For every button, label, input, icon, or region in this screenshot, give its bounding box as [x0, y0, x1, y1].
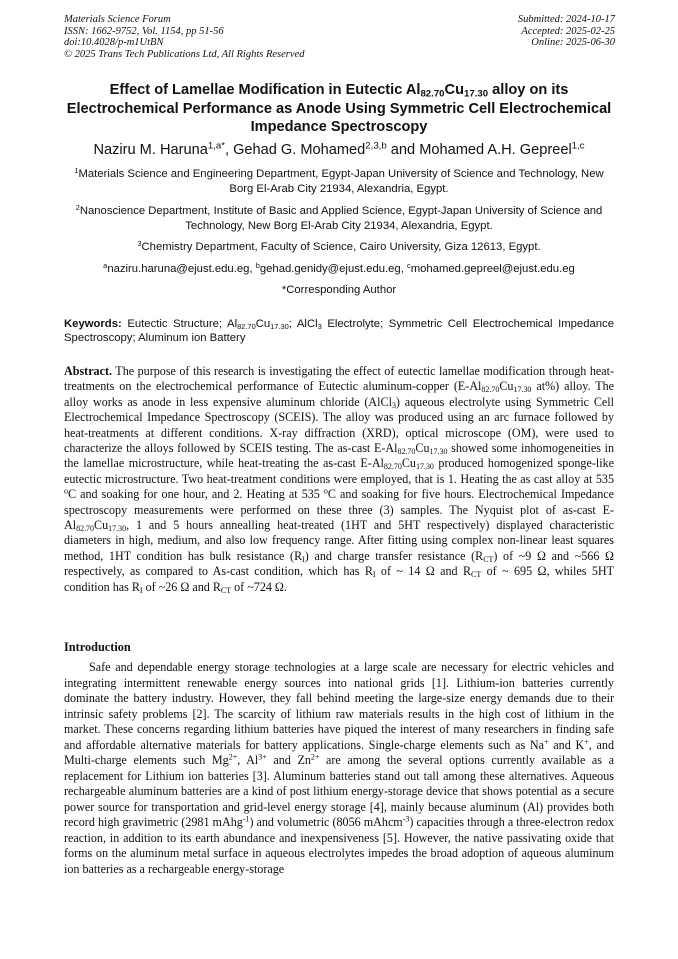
abstract-section: Abstract. The purpose of this research is investigating the effect of eutectic lamellae modification through heat-treatments on the electrochemical performance of Eutectic aluminum-copper ($E-Al_{82.70}Cu_{17.30}$ at%) alloy. The alloy works as anode in less expensive aluminum chloride (AlCl$_3$) aqueous electrolyte using Symmetric Cell Electrochemical Impedance Spectroscopy (SCEIS). The alloy was produced using an arc furnace followed by heat-treatments at different conditions. X-ray diffraction (XRD), optical microscope (OM), were used to characterize the alloys followed by SCEIS testing. The as-cast $E-Al_{82.70}Cu_{17.30}$ showed some inhomogeneities in the lamellae microstructure, while heat-treating the as-cast $E-Al_{82.70}Cu_{17.30}$ produced homogenized sponge-like eutectic microstructure. Two heat-treatment conditions were employed, that is 1. Heating the as cast alloy at 535 $^o$C and soaking for one hour, and 2. Heating at 535 $^o$C and soaking for five hours. Electrochemical Impedance spectroscopy measurements were performed on these three (3) samples. The Nyquist plot of as-cast $E-Al_{82.70}Cu_{17.30}$, 1 and 5 hours annealling heat-treated (1HT and 5HT respectively) displayed characteristic diameters in high, medium, and also low frequency range. After fitting using complex non-linear least squares method, 1HT condition has bulk resistance $(R_I)$ and charge transfer resistance $(R_{CT})$ of ~9 Ω and ~566 Ω respectively, as compared to As-cast condition, which has $R_I$ of ~ 14 Ω and $R_{CT}$ of ~ 695 Ω, whiles 5HT condition has $R_I$ of ~26 Ω and $R_{CT}$ of ~724 Ω. — [64, 364, 615, 595]
journal-doi[interactable]: doi:10.4028/p-m1UtBN — [64, 37, 164, 49]
introduction-heading: Introduction — [64, 640, 131, 654]
journal-name: Materials Science Forum — [64, 14, 171, 25]
date-submitted: Submitted: 2024-10-17 — [517, 14, 615, 25]
affiliation-2: $^2$Nanoscience Department, Institute of Basic and Applied Science, Egypt-Japan University of Science and Technology, New Borg El-Arab City 21934, Alexandria, Egypt. — [75, 202, 603, 232]
author-name: Gehad G. Mohamed — [233, 142, 366, 158]
journal-header-left — [64, 14, 304, 60]
journal-header-right — [518, 14, 615, 49]
date-accepted: Accepted: 2025-02-25 — [521, 25, 615, 37]
author-name: Naziru M. Haruna — [93, 142, 208, 158]
author-list: Naziru M. Haruna$^{1,a*}$, Gehad G. Mohamed$^{2,3,b}$ and Mohamed A.H. Gepreel$^{1,c}$ — [93, 140, 585, 158]
keywords-section: Keywords: Eutectic Structure; $Al_{82.70}Cu_{17.30}$; AlCl$_3$ Electrolyte; Symmetric Cell Electrochemical Impedance Spectroscopy; Aluminum ion Battery — [64, 318, 614, 344]
corresponding-author-note: *Corresponding Author — [281, 284, 397, 296]
affiliation-3: $^3$Chemistry Department, Faculty of Science, Cairo University, Giza 12613, Egypt. — [137, 238, 541, 253]
email-link[interactable]: gehad.genidy@ejust.edu.eg — [259, 263, 401, 275]
author-emails: $^a$naziru.haruna@ejust.edu.eg, $^b$gehad.genidy@ejust.edu.eg, $^c$mohamed.gepreel@ejust.edu.eg — [103, 260, 575, 275]
journal-issn: ISSN: 1662-9752, Vol. 1154, pp 51-56 — [64, 25, 224, 37]
journal-copyright: © 2025 Trans Tech Publications Ltd, All Rights Reserved — [64, 48, 305, 60]
paper-title: Effect of Lamellae Modification in Eutectic $Al_{82.70}Cu_{17.30}$ alloy on its Electrochemical Performance as Anode Using Symmetric Cell Electrochemical Impedance Spectroscopy — [66, 82, 612, 136]
date-online: Online: 2025-06-30 — [531, 37, 615, 49]
email-link[interactable]: mohamed.gepreel@ejust.edu.eg — [410, 263, 575, 275]
email-link[interactable]: naziru.haruna@ejust.edu.eg — [107, 263, 250, 275]
introduction-paragraph: Safe and dependable energy storage technologies at a large scale are necessary for electric vehicles and integrating intermittent renewable energy sources into national grids [1]. Lithium-ion batteries currently dominate the battery industry. However, they fall behind meeting the large-size energy demands due to their intrinsic safety problems [2]. The scarcity of lithium raw materials results in the high cost of lithium in the market. These concerns regarding lithium batteries have piqued the interest of many researchers in finding safe and affordable alternative materials for battery applications. Single-charge elements such as Na+ and K+, and Multi-charge elements such $Mg^{2+}$, $Al^{3+}$ and $Zn^{2+}$ are among the several options currently available as a replacement for Lithium ion batteries [3]. Aluminum batteries stand out tall among these alternatives. Aqueous rechargeable aluminum batteries are a kind of post lithium energy-storage device that shows potential as a secure power source for transportation and grid-level energy storage [4], mainly because aluminum (Al) provides both record high gravimetric (2981 mAhg$^{-1}$) and volumetric (8056 mAhcm$^{-3}$) capacities through a three-electron redox reaction, in addition to its earth abundance and inexpensiveness [5]. However, the native passivating oxide that forms on the aluminum metal surface in aqueous electrolytes impedes the broad adoption of aqueous aluminum ion batteries as a rechargeable energy-storage — [64, 660, 614, 876]
abstract-label: Abstract. — [64, 364, 113, 378]
author-name: Mohamed A.H. Gepreel — [419, 142, 572, 158]
affiliation-1: $^1$Materials Science and Engineering Department, Egypt-Japan University of Science and Technology, New Borg El-Arab City 21934, Alexandria, Egypt. — [74, 165, 604, 195]
keywords-label: Keywords: — [64, 318, 122, 330]
